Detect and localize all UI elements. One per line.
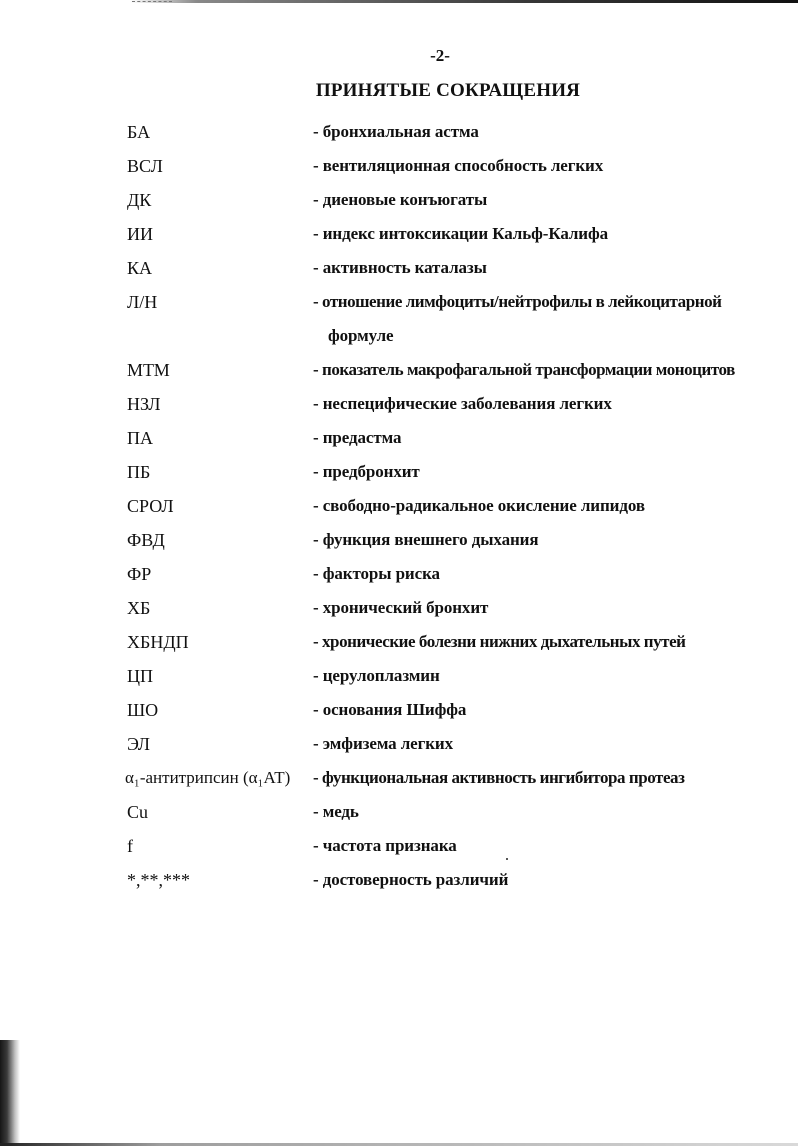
abbreviation-term: СРОЛ [127,496,174,516]
abbreviation-term: НЗЛ [127,394,161,414]
abbreviation-definition: - индекс интоксикации Кальф-Калифа [313,224,609,243]
abbreviation-definition: - активность каталазы [313,258,487,277]
abbreviation-list [0,116,798,898]
abbreviation-row [0,762,798,796]
abbreviation-row [0,184,798,218]
abbreviation-term: Л/Н [127,292,158,312]
abbreviation-row [0,116,798,150]
abbreviation-definition: - функциональная активность ингибитора протеаз [313,768,685,787]
abbreviation-row [0,796,798,830]
scan-edge-dash [132,1,172,3]
page-number: -2- [430,46,450,65]
abbreviation-term: МТМ [127,360,170,380]
abbreviation-row [0,422,798,456]
abbreviation-definition: - достоверность различий [313,870,509,889]
abbreviation-definition: - предастма [313,428,402,447]
abbreviation-row [0,490,798,524]
abbreviation-row [0,524,798,558]
abbreviation-definition: - функция внешнего дыхания [313,530,539,549]
abbreviation-row [0,388,798,422]
abbreviation-term: ХБНДП [127,632,189,652]
abbreviation-term: f [127,836,133,856]
abbreviation-term: ЦП [127,666,153,686]
abbreviation-definition: - частота признака [313,836,457,855]
abbreviation-row [0,728,798,762]
abbreviation-definition: - вентиляционная способность легких [313,156,604,175]
abbreviation-row [0,660,798,694]
abbreviation-row [0,354,798,388]
abbreviation-term: ХБ [127,598,151,618]
abbreviation-term: ДК [127,190,152,210]
abbreviation-term: ПБ [127,462,151,482]
abbreviation-term: ИИ [127,224,153,244]
abbreviation-definition: - церулоплазмин [313,666,440,685]
abbreviation-definition: - эмфизема легких [313,734,454,753]
abbreviation-term: *,**,*** [127,870,190,890]
abbreviation-row [0,626,798,660]
abbreviation-definition: - хронические болезни нижних дыхательных путей [313,632,686,651]
abbreviation-row [0,286,798,354]
abbreviation-term: ФВД [127,530,165,550]
scan-edge-top [130,0,798,3]
abbreviation-row [0,150,798,184]
abbreviation-definition: - факторы риска [313,564,440,583]
abbreviation-row [0,252,798,286]
abbreviation-term: ФР [127,564,152,584]
abbreviation-term: ЭЛ [127,734,150,754]
abbreviation-definition: - медь [313,802,359,821]
abbreviation-definition: - основания Шиффа [313,700,467,719]
scan-edge-left [0,1040,20,1146]
abbreviation-term: БА [127,122,151,142]
abbreviation-row [0,694,798,728]
abbreviation-term: ПА [127,428,153,448]
abbreviation-row [0,864,798,898]
abbreviation-definition: - отношение лимфоциты/нейтрофилы в лейкоцитарной [313,292,722,311]
abbreviation-row [0,456,798,490]
abbreviation-definition: - показатель макрофагальной трансформации моноцитов [313,360,735,379]
abbreviation-term: ШО [127,700,159,720]
abbreviation-definition: - диеновые конъюгаты [313,190,488,209]
abbreviation-definition-continued: формуле [328,326,394,345]
abbreviation-term: Cu [127,802,149,822]
abbreviation-definition: - свободно-радикальное окисление липидов [313,496,645,515]
abbreviation-term: ВСЛ [127,156,163,176]
abbreviation-definition: - предбронхит [313,462,420,481]
abbreviation-definition: - хронический бронхит [313,598,489,617]
abbreviation-term: α₁-антитрипсин (α₁АТ) [125,768,291,787]
abbreviation-row [0,830,798,864]
abbreviation-term: КА [127,258,153,278]
abbreviation-definition: - неспецифические заболевания легких [313,394,612,413]
page-title: ПРИНЯТЫЕ СОКРАЩЕНИЯ [315,80,581,101]
abbreviation-row [0,592,798,626]
abbreviation-row [0,218,798,252]
abbreviation-row [0,558,798,592]
abbreviation-definition: - бронхиальная астма [313,122,479,141]
